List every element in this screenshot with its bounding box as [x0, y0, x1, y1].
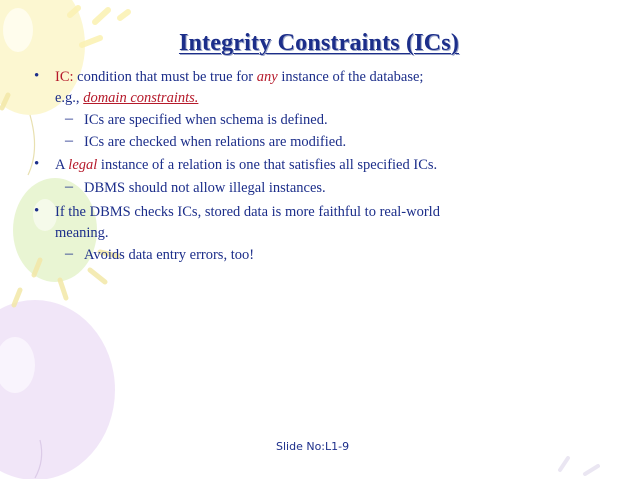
dash-marker: – [65, 245, 73, 262]
bullet-text: instance of the database; [277, 69, 424, 85]
bullet-text: instance of a relation is one that satisfies all specified ICs. [97, 157, 438, 173]
ic-label: IC: [55, 69, 74, 85]
sub-bullet: ICs are checked when relations are modified. [84, 134, 347, 150]
bullet-2-line-1 [55, 155, 437, 175]
slide-title: Integrity Constraints (ICs) [178, 30, 460, 56]
bullet-1-line-2 [55, 88, 198, 108]
emphasis-legal: legal [68, 157, 98, 173]
bullet-1-line-1 [55, 67, 423, 87]
slide-number: Slide No:L1-9 [276, 440, 350, 453]
sub-bullet: ICs are specified when schema is defined. [84, 112, 328, 128]
sub-bullet: DBMS should not allow illegal instances. [84, 180, 326, 196]
bullet-marker: • [34, 203, 40, 219]
emphasis-any: any [256, 69, 278, 85]
dash-marker: – [65, 178, 73, 195]
bullet-marker: • [34, 156, 40, 172]
bullet-text: condition that must be true for [73, 69, 257, 85]
domain-constraints-link[interactable]: domain constraints. [83, 90, 199, 106]
bullet-text: e.g., [55, 90, 84, 106]
bullet-marker: • [34, 68, 40, 84]
sub-bullet: Avoids data entry errors, too! [84, 247, 255, 263]
dash-marker: – [65, 132, 73, 149]
bullet-3-line-2: meaning. [55, 225, 109, 241]
bullet-3-line-1: If the DBMS checks ICs, stored data is more faithful to real-world [55, 204, 440, 220]
dash-marker: – [65, 110, 73, 127]
bullet-text: A [55, 157, 69, 173]
